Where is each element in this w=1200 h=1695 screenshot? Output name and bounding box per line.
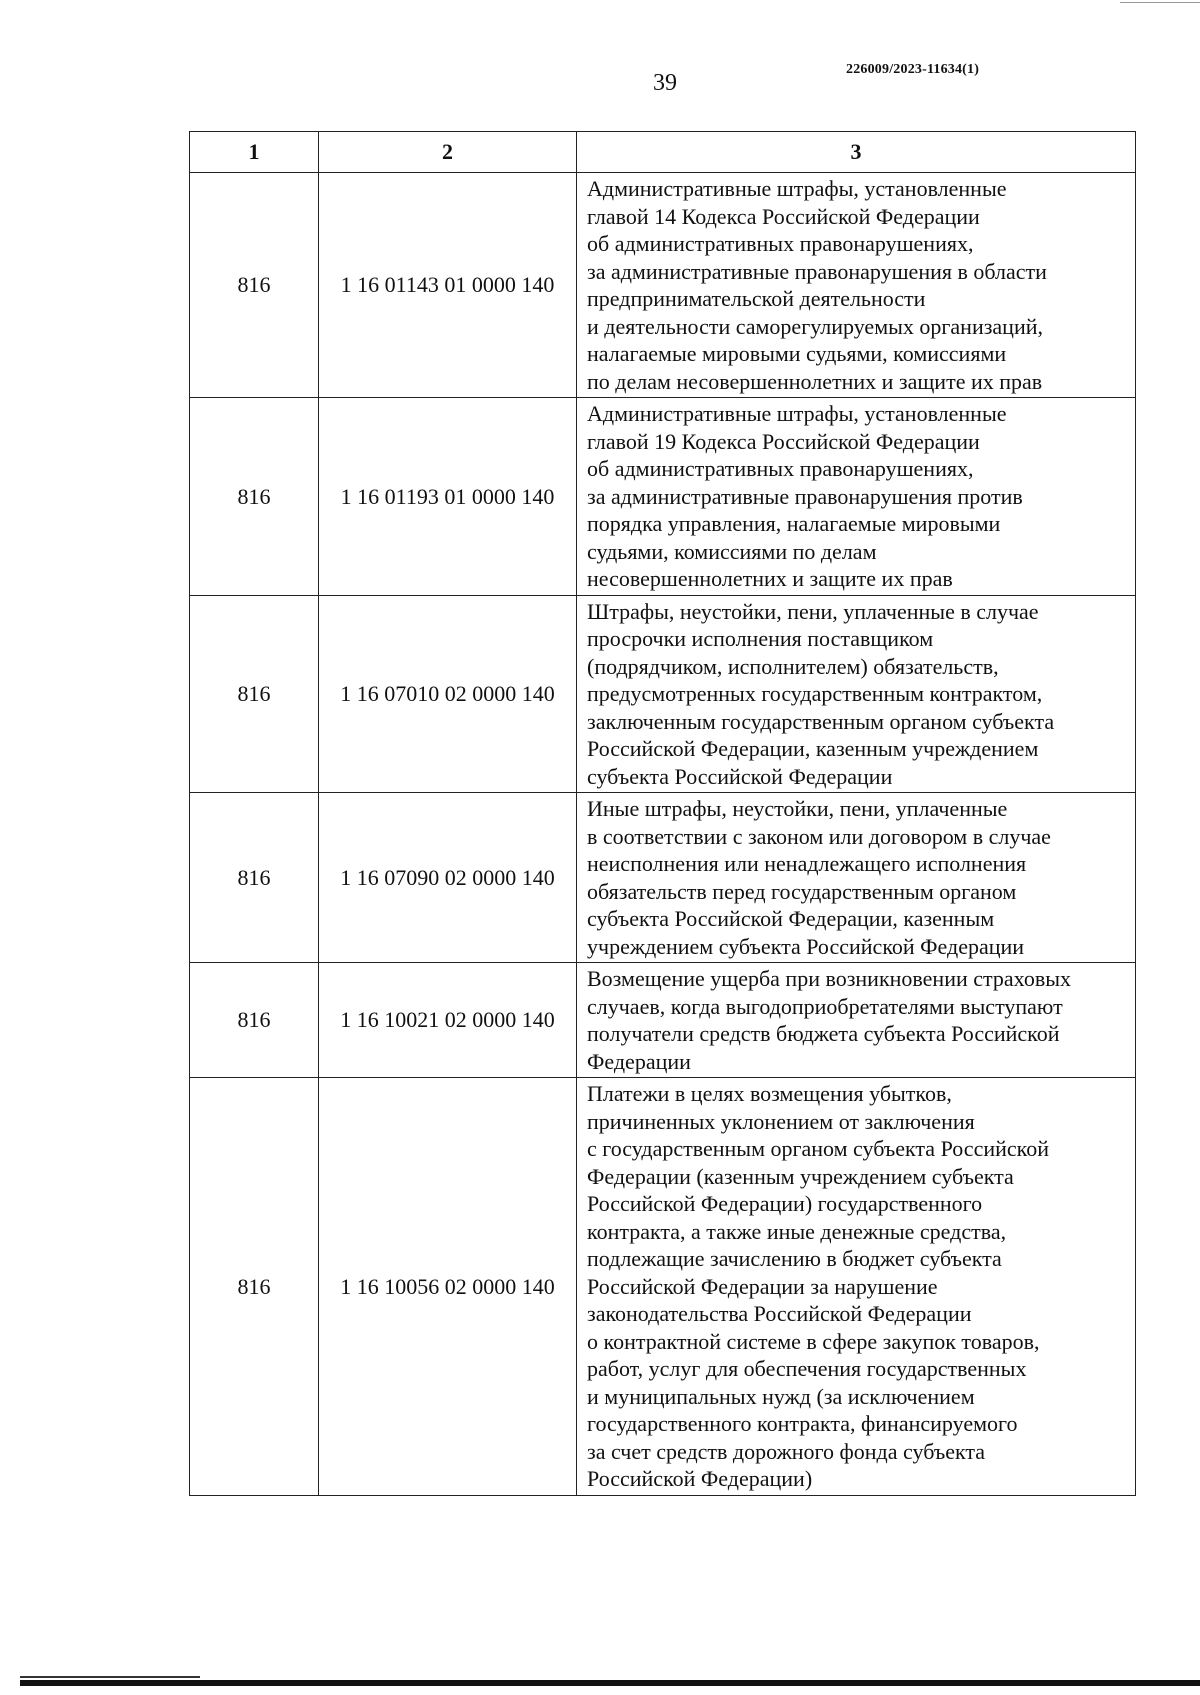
description-line: неисполнения или ненадлежащего исполнения [587, 851, 1027, 876]
description-line: Российской Федерации, казенным учреждением [587, 736, 1039, 761]
admin-code-cell: 816 [190, 963, 319, 1078]
admin-code-cell: 816 [190, 398, 319, 596]
description-line: по делам несовершеннолетних и защите их прав [587, 368, 1043, 394]
table-row [190, 173, 1136, 398]
table-row [190, 963, 1136, 1078]
budget-codes-table-wrapper [189, 131, 1135, 1496]
column-header-2: 2 [319, 132, 577, 173]
budget-classification-code-cell: 1 16 01143 01 0000 140 [319, 173, 577, 398]
description-line: несовершеннолетних и защите их прав [587, 566, 953, 591]
description-line: получатели средств бюджета субъекта Российской [587, 1021, 1060, 1046]
description-line: о контрактной системе в сфере закупок товаров, [587, 1328, 1040, 1354]
table-header-row [190, 132, 1136, 173]
description-cell [577, 595, 1136, 793]
description-line: Штрафы, неустойки, пени, уплаченные в случае [587, 598, 1039, 624]
description-line: просрочки исполнения поставщиком [587, 626, 934, 651]
budget-classification-code-cell: 1 16 01193 01 0000 140 [319, 398, 577, 596]
description-line: об административных правонарушениях, [587, 456, 974, 481]
description-line: (подрядчиком, исполнителем) обязательств, [587, 653, 999, 679]
description-cell [577, 793, 1136, 963]
description-line: Возмещение ущерба при возникновении страховых [587, 966, 1071, 991]
description-line: судьями, комиссиями по делам [587, 538, 877, 564]
budget-classification-code-cell: 1 16 10021 02 0000 140 [319, 963, 577, 1078]
description-line: за счет средств дорожного фонда субъекта [587, 1438, 986, 1464]
description-line: за административные правонарушения в области [587, 258, 1047, 284]
description-line: законодательства Российской Федерации [587, 1301, 972, 1326]
budget-classification-code-cell: 1 16 07090 02 0000 140 [319, 793, 577, 963]
document-id: 226009/2023-11634(1) [846, 62, 980, 77]
budget-classification-code-cell: 1 16 07010 02 0000 140 [319, 595, 577, 793]
description-line: Административные штрафы, установленные [587, 401, 1007, 426]
description-line: субъекта Российской Федерации, казенным [587, 906, 995, 931]
description-line: порядка управления, налагаемые мировыми [587, 511, 1001, 536]
description-line: Платежи в целях возмещения убытков, [587, 1081, 952, 1106]
budget-classification-code-cell: 1 16 10056 02 0000 140 [319, 1078, 577, 1496]
description-line: подлежащие зачислению в бюджет субъекта [587, 1246, 1002, 1271]
description-line: Российской Федерации) [587, 1466, 813, 1491]
table-body [190, 173, 1136, 1496]
table-row [190, 398, 1136, 596]
table-row [190, 793, 1136, 963]
description-line: Федерации [587, 1048, 691, 1074]
description-line: случаев, когда выгодоприобретателями выступают [587, 993, 1063, 1019]
description-line: субъекта Российской Федерации [587, 763, 893, 789]
description-cell [577, 173, 1136, 398]
description-line: причиненных уклонением от заключения [587, 1108, 975, 1134]
description-line: налагаемые мировыми судьями, комиссиями [587, 341, 1007, 366]
scan-edge-mark [1120, 2, 1200, 3]
scan-bottom-line [20, 1676, 200, 1678]
description-line: государственного контракта, финансируемого [587, 1411, 1018, 1436]
description-line: Федерации (казенным учреждением субъекта [587, 1163, 1014, 1189]
budget-codes-table [189, 131, 1136, 1496]
description-line: контракта, а также иные денежные средства, [587, 1218, 1007, 1244]
description-line: и деятельности саморегулируемых организаций, [587, 313, 1044, 339]
description-line: с государственным органом субъекта Российской [587, 1136, 1049, 1161]
description-line: учреждением субъекта Российской Федерации [587, 933, 1025, 959]
admin-code-cell: 816 [190, 173, 319, 398]
description-line: и муниципальных нужд (за исключением [587, 1383, 975, 1409]
description-cell [577, 963, 1136, 1078]
column-header-3: 3 [577, 132, 1136, 173]
page-number: 39 [653, 70, 677, 96]
admin-code-cell: 816 [190, 595, 319, 793]
description-line: предпринимательской деятельности [587, 286, 926, 311]
description-line: за административные правонарушения против [587, 483, 1023, 509]
description-line: предусмотренных государственным контрактом, [587, 681, 1043, 706]
description-line: об административных правонарушениях, [587, 231, 974, 256]
description-line: Административные штрафы, установленные [587, 176, 1007, 201]
description-line: Иные штрафы, неустойки, пени, уплаченные [587, 796, 1008, 821]
description-line: обязательств перед государственным органом [587, 878, 1017, 904]
table-row [190, 595, 1136, 793]
admin-code-cell: 816 [190, 793, 319, 963]
column-header-1: 1 [190, 132, 319, 173]
description-line: главой 19 Кодекса Российской Федерации [587, 428, 980, 454]
description-line: заключенным государственным органом субъекта [587, 708, 1055, 734]
description-line: работ, услуг для обеспечения государственных [587, 1356, 1027, 1381]
description-cell [577, 1078, 1136, 1496]
description-line: в соответствии с законом или договором в случае [587, 823, 1051, 849]
description-line: Российской Федерации) государственного [587, 1191, 983, 1216]
admin-code-cell: 816 [190, 1078, 319, 1496]
scan-bottom-bar [20, 1680, 1200, 1686]
table-row [190, 1078, 1136, 1496]
description-line: главой 14 Кодекса Российской Федерации [587, 203, 980, 229]
description-cell [577, 398, 1136, 596]
description-line: Российской Федерации за нарушение [587, 1273, 938, 1299]
